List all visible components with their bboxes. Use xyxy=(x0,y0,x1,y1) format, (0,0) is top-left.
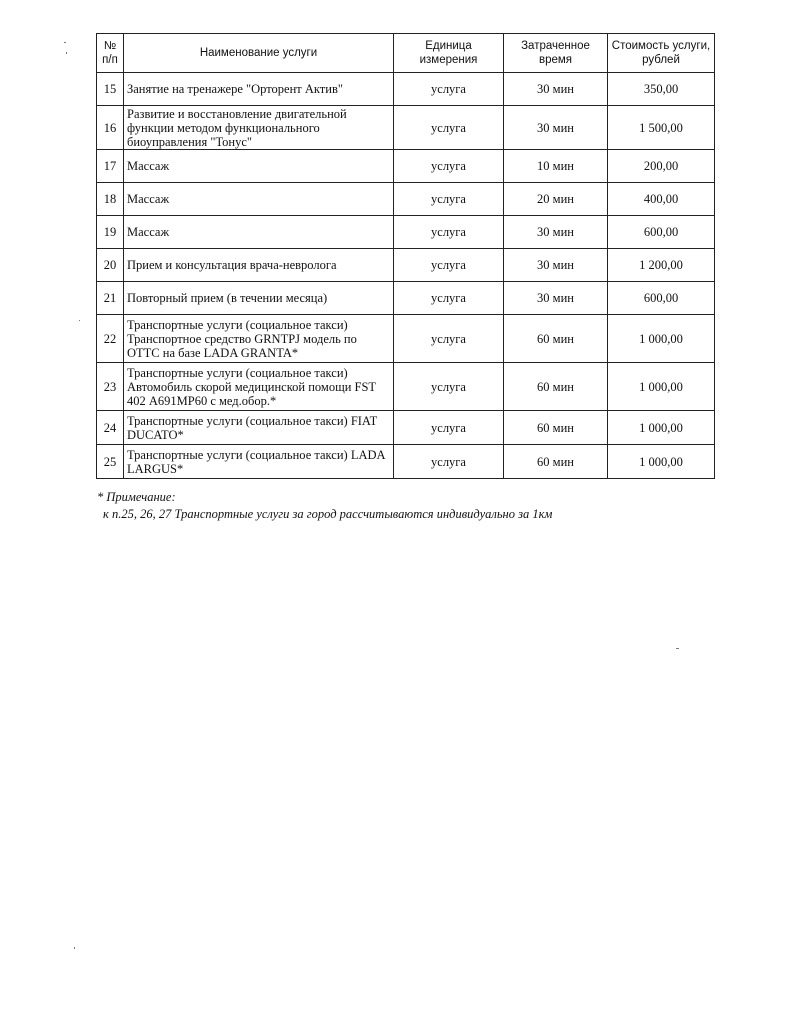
table-row xyxy=(97,183,715,216)
row-time: 30 мин xyxy=(504,282,608,315)
table-row xyxy=(97,249,715,282)
row-price: 600,00 xyxy=(608,216,715,249)
scan-speck xyxy=(79,320,80,321)
scan-speck xyxy=(66,52,67,54)
row-price: 350,00 xyxy=(608,73,715,106)
row-time: 60 мин xyxy=(504,363,608,411)
row-time: 60 мин xyxy=(504,445,608,479)
row-price: 400,00 xyxy=(608,183,715,216)
row-num: 21 xyxy=(97,282,124,315)
table-row xyxy=(97,282,715,315)
table-row xyxy=(97,315,715,363)
row-time: 60 мин xyxy=(504,315,608,363)
table-row xyxy=(97,150,715,183)
table-row xyxy=(97,73,715,106)
row-price: 1 500,00 xyxy=(608,106,715,150)
row-num: 17 xyxy=(97,150,124,183)
table-row xyxy=(97,363,715,411)
row-num: 24 xyxy=(97,411,124,445)
row-time: 20 мин xyxy=(504,183,608,216)
table-row xyxy=(97,411,715,445)
row-unit: услуга xyxy=(394,445,504,479)
row-unit: услуга xyxy=(394,216,504,249)
row-num: 23 xyxy=(97,363,124,411)
row-num: 15 xyxy=(97,73,124,106)
row-price: 200,00 xyxy=(608,150,715,183)
row-service-name: Повторный прием (в течении месяца) xyxy=(124,282,394,315)
footnote-text: к п.25, 26, 27 Транспортные услуги за город рассчитываются индивидуально за 1км xyxy=(103,507,553,521)
row-num: 20 xyxy=(97,249,124,282)
price-table xyxy=(96,33,715,479)
row-time: 30 мин xyxy=(504,73,608,106)
row-service-name: Прием и консультация врача-невролога xyxy=(124,249,394,282)
row-unit: услуга xyxy=(394,363,504,411)
row-service-name: Массаж xyxy=(124,216,394,249)
row-service-name: Развитие и восстановление двигательной функции методом функционального биоуправления "Тонус" xyxy=(124,106,394,150)
table-row xyxy=(97,216,715,249)
row-service-name: Транспортные услуги (социальное такси) Автомобиль скорой медицинской помощи FST 402 А691МР60 с мед.обор.* xyxy=(124,363,394,411)
table-row xyxy=(97,106,715,150)
row-price: 1 200,00 xyxy=(608,249,715,282)
row-time: 60 мин xyxy=(504,411,608,445)
row-time: 10 мин xyxy=(504,150,608,183)
scan-speck xyxy=(74,947,75,949)
row-service-name: Массаж xyxy=(124,150,394,183)
row-unit: услуга xyxy=(394,150,504,183)
header-unit: Единица измерения xyxy=(394,34,504,73)
row-price: 1 000,00 xyxy=(608,445,715,479)
row-service-name: Транспортные услуги (социальное такси) Транспортное средство GRNTPJ модель по ОТТС на базе LADA GRANTA* xyxy=(124,315,394,363)
row-service-name: Занятие на тренажере "Орторент Актив" xyxy=(124,73,394,106)
header-num: № п/п xyxy=(97,34,124,73)
row-unit: услуга xyxy=(394,282,504,315)
header-name: Наименование услуги xyxy=(124,34,394,73)
scan-speck xyxy=(64,42,66,43)
row-num: 25 xyxy=(97,445,124,479)
row-price: 1 000,00 xyxy=(608,411,715,445)
footnote-title: * Примечание: xyxy=(97,490,176,504)
row-service-name: Массаж xyxy=(124,183,394,216)
row-unit: услуга xyxy=(394,411,504,445)
table-header-row xyxy=(97,34,715,73)
scan-speck xyxy=(676,648,679,649)
row-num: 22 xyxy=(97,315,124,363)
row-num: 19 xyxy=(97,216,124,249)
row-price: 1 000,00 xyxy=(608,315,715,363)
header-price: Стоимость услуги, рублей xyxy=(608,34,715,73)
row-unit: услуга xyxy=(394,73,504,106)
table-row xyxy=(97,445,715,479)
row-time: 30 мин xyxy=(504,106,608,150)
row-num: 16 xyxy=(97,106,124,150)
row-time: 30 мин xyxy=(504,216,608,249)
row-time: 30 мин xyxy=(504,249,608,282)
row-price: 1 000,00 xyxy=(608,363,715,411)
row-num: 18 xyxy=(97,183,124,216)
header-time: Затраченное время xyxy=(504,34,608,73)
row-price: 600,00 xyxy=(608,282,715,315)
row-service-name: Транспортные услуги (социальное такси) FIAT DUCATO* xyxy=(124,411,394,445)
row-unit: услуга xyxy=(394,315,504,363)
row-service-name: Транспортные услуги (социальное такси) LADA LARGUS* xyxy=(124,445,394,479)
row-unit: услуга xyxy=(394,249,504,282)
row-unit: услуга xyxy=(394,183,504,216)
row-unit: услуга xyxy=(394,106,504,150)
